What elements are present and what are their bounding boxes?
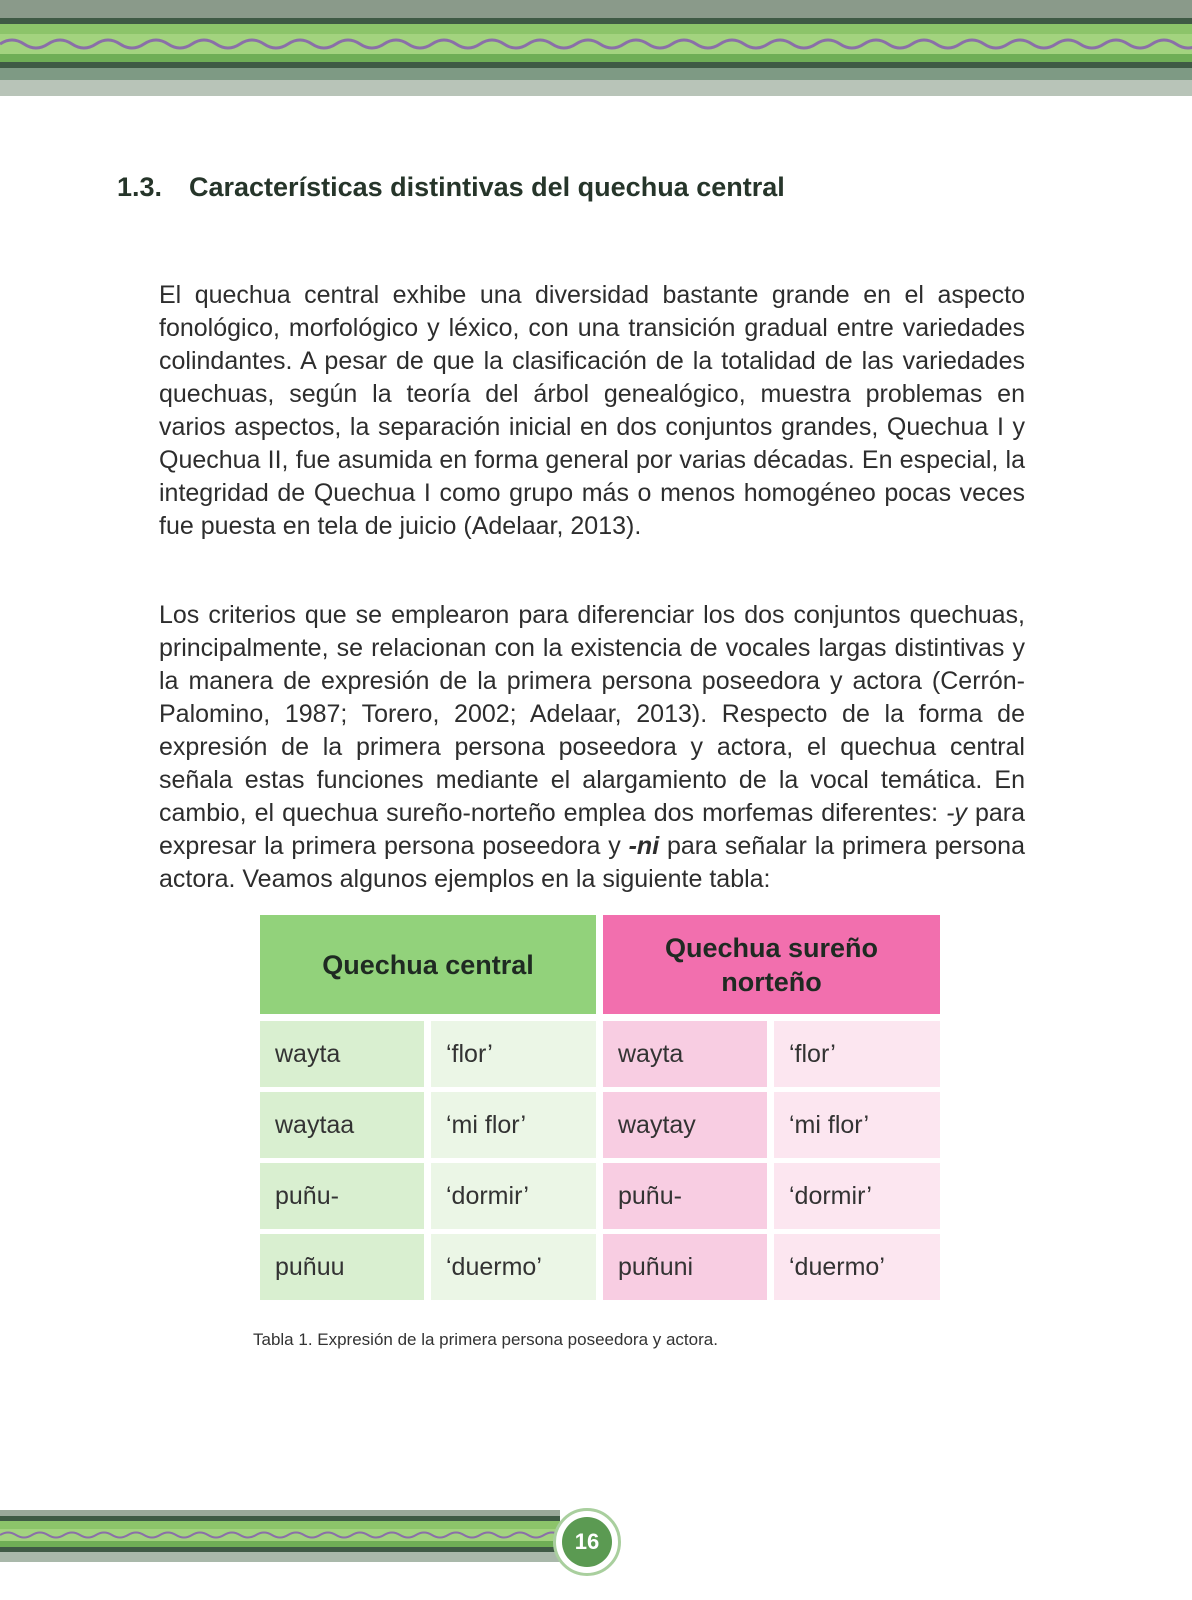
paragraph-2-text-a: Los criterios que se emplearon para diferenciar los dos conjuntos quechuas, principalmente, se relacionan con la existencia de vocales largas distintivas y la manera de expresión de la primera persona poseedora y actora (Cerrón-Palomino, 1987; Torero, 2002; Adelaar, 2013). Respecto de la forma de expresión de la primera persona poseedora y actora, el quechua central señala estas funciones mediante el alargamiento de la vocal temática. En cambio, el quechua sureño-norteño emplea dos morfemas diferentes: <box>159 601 1025 827</box>
section-number: 1.3. <box>117 172 163 202</box>
table-cell: puñu- <box>260 1163 424 1229</box>
top-decorative-band <box>0 0 1192 96</box>
table-cell: wayta <box>260 1021 424 1087</box>
table-cell: ‘duermo’ <box>774 1234 940 1300</box>
table-cell: ‘mi flor’ <box>431 1092 596 1158</box>
table-cell: wayta <box>603 1021 767 1087</box>
header-quechua-sureno-norteno-label: Quechua sureño norteño <box>664 932 879 997</box>
paragraph-2-text-c: para señalar la primera persona actora. Veamos algunos ejemplos en la siguiente tabla: <box>159 832 1025 893</box>
table-cell: puñuni <box>603 1234 767 1300</box>
header-quechua-sureno-norteno <box>603 915 940 1014</box>
bottom-decorative-band <box>0 1510 560 1562</box>
page-number-badge <box>553 1508 621 1576</box>
table-cell: ‘duermo’ <box>431 1234 596 1300</box>
header-quechua-central: Quechua central <box>260 915 596 1014</box>
paragraph-2 <box>159 599 1025 896</box>
morpheme-y: -y <box>946 799 967 827</box>
bottom-band-pattern <box>0 1510 560 1562</box>
table-caption: Tabla 1. Expresión de la primera persona poseedora y actora. <box>253 1330 718 1349</box>
table-cell: ‘mi flor’ <box>774 1092 940 1158</box>
table-cell: ‘dormir’ <box>774 1163 940 1229</box>
table-cell: waytay <box>603 1092 767 1158</box>
table-cell: ‘flor’ <box>774 1021 940 1087</box>
morpheme-ni: -ni <box>628 832 660 860</box>
table-cell: ‘dormir’ <box>431 1163 596 1229</box>
top-band-pattern <box>0 0 1192 96</box>
table-cell: waytaa <box>260 1092 424 1158</box>
table-cell: puñuu <box>260 1234 424 1300</box>
section-heading <box>117 172 785 203</box>
paragraph-1: El quechua central exhibe una diversidad bastante grande en el aspecto fonológico, morfológico y léxico, con una transición gradual entre variedades colindantes. A pesar de que la clasificación de la totalidad de las variedades quechuas, según la teoría del árbol genealógico, muestra problemas en varios aspectos, la separación inicial en dos conjuntos grandes, Quechua I y Quechua II, fue asumida en forma general por varias décadas. En especial, la integridad de Quechua I como grupo más o menos homogéneo pocas veces fue puesta en tela de juicio (Adelaar, 2013). <box>159 281 1025 540</box>
section-title: Características distintivas del quechua central <box>189 172 785 202</box>
table-cell: ‘flor’ <box>431 1021 596 1087</box>
table-cell: puñu- <box>603 1163 767 1229</box>
page-number: 16 <box>562 1517 612 1567</box>
paragraph-2-text-b: para expresar la primera persona poseedora y <box>159 799 1025 860</box>
